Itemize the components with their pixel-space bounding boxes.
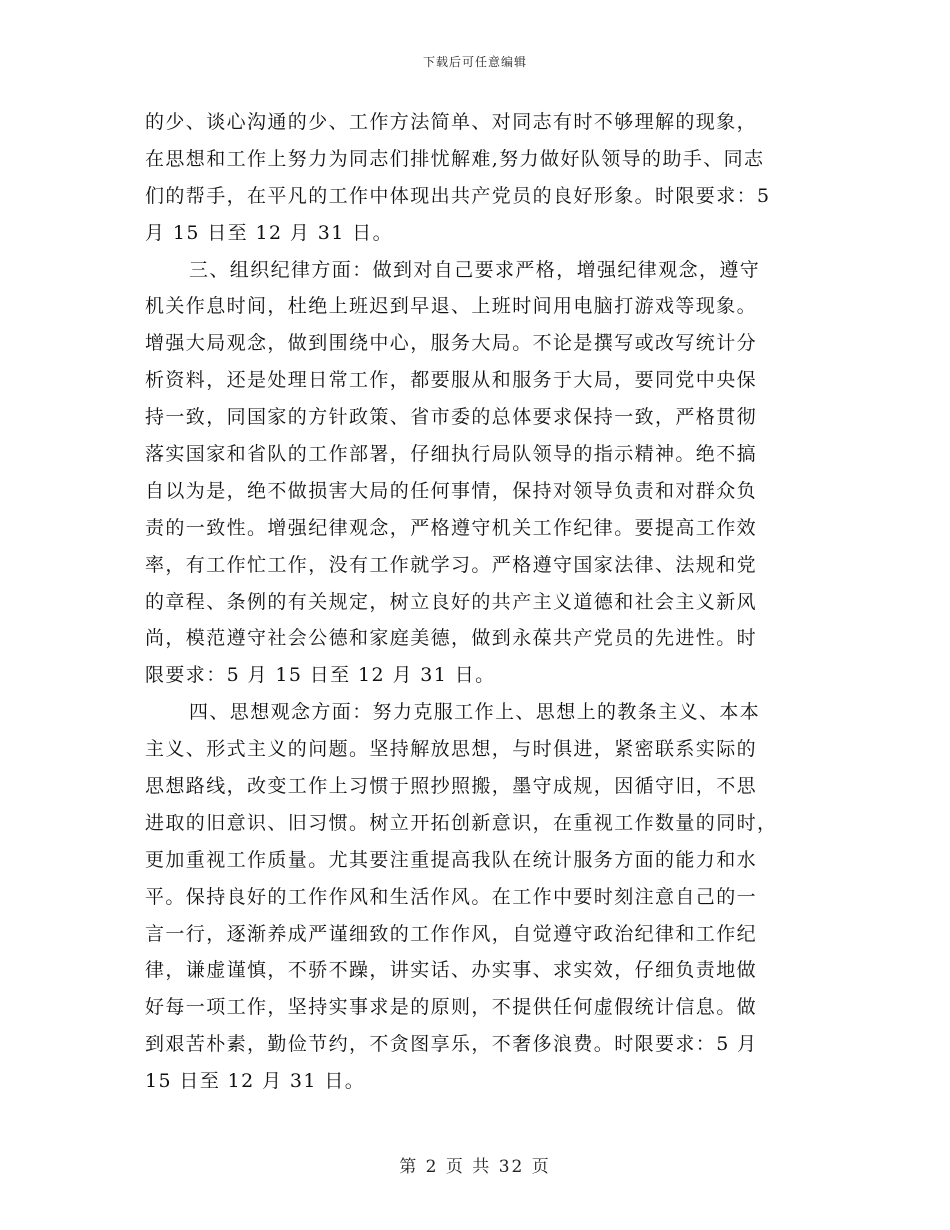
text-line: 言一行，逐渐养成严谨细致的工作作风，自觉遵守政治纪律和工作纪 (145, 922, 758, 945)
text-line: 三、组织纪律方面：做到对自己要求严格，增强纪律观念，遵守 (189, 258, 761, 281)
text-line: 增强大局观念，做到围绕中心，服务大局。不论是撰写或改写统计分 (145, 332, 758, 355)
text-line: 到艰苦朴素，勤俭节约，不贪图享乐，不奢侈浪费。时限要求：5 月 (145, 1033, 758, 1056)
page-footer: 第 2 页 共 32 页 (399, 1157, 551, 1177)
text-line: 持一致，同国家的方针政策、省市委的总体要求保持一致，严格贯彻 (145, 406, 758, 429)
text-line: 的少、谈心沟通的少、工作方法简单、对同志有时不够理解的现象， (145, 111, 758, 133)
text-line: 限要求：5 月 15 日至 12 月 31 日。 (145, 664, 496, 687)
text-line: 析资料，还是处理日常工作，都要服从和服务于大局，要同党中央保 (145, 369, 758, 392)
text-line: 们的帮手，在平凡的工作中体现出共产党员的良好形象。时限要求：5 (145, 184, 771, 207)
text-line: 更加重视工作质量。尤其要注重提高我队在统计服务方面的能力和水 (145, 848, 758, 871)
text-line: 平。保持良好的工作作风和生活作风。在工作中要时刻注意自己的一 (145, 885, 758, 908)
text-line: 律，谦虚谨慎，不骄不躁，讲实话、办实事、求实效，仔细负责地做 (145, 959, 758, 982)
text-line: 主义、形式主义的问题。坚持解放思想，与时俱进，紧密联系实际的 (145, 738, 758, 761)
document-body (145, 104, 807, 1100)
text-line: 尚，模范遵守社会公德和家庭美德，做到永葆共产党员的先进性。时 (145, 627, 758, 650)
text-line: 落实国家和省队的工作部署，仔细执行局队领导的指示精神。绝不搞 (145, 443, 758, 466)
text-line: 自以为是，绝不做损害大局的任何事情，保持对领导负责和对群众负 (145, 479, 758, 502)
text-line: 好每一项工作，坚持实事求是的原则，不提供任何虚假统计信息。做 (145, 996, 758, 1019)
text-line: 思想路线，改变工作上习惯于照抄照搬，墨守成规，因循守旧，不思 (145, 775, 758, 798)
text-line: 的章程、条例的有关规定，树立良好的共产主义道德和社会主义新风 (145, 590, 758, 613)
text-line: 15 日至 12 月 31 日。 (145, 1070, 366, 1093)
page-header: 下载后可任意编辑 (422, 55, 527, 69)
text-line: 四、思想观念方面：努力克服工作上、思想上的教条主义、本本 (189, 701, 761, 724)
text-line: 率，有工作忙工作，没有工作就学习。严格遵守国家法律、法规和党 (145, 553, 758, 576)
text-line: 责的一致性。增强纪律观念，严格遵守机关工作纪律。要提高工作效 (145, 516, 758, 539)
text-line: 月 15 日至 12 月 31 日。 (145, 221, 393, 244)
text-line: 机关作息时间，杜绝上班迟到早退、上班时间用电脑打游戏等现象。 (145, 295, 758, 318)
text-line: 在思想和工作上努力为同志们排忧解难,努力做好队领导的助手、同志 (145, 147, 765, 170)
text-line: 进取的旧意识、旧习惯。树立开拓创新意识，在重视工作数量的同时， (145, 811, 778, 834)
